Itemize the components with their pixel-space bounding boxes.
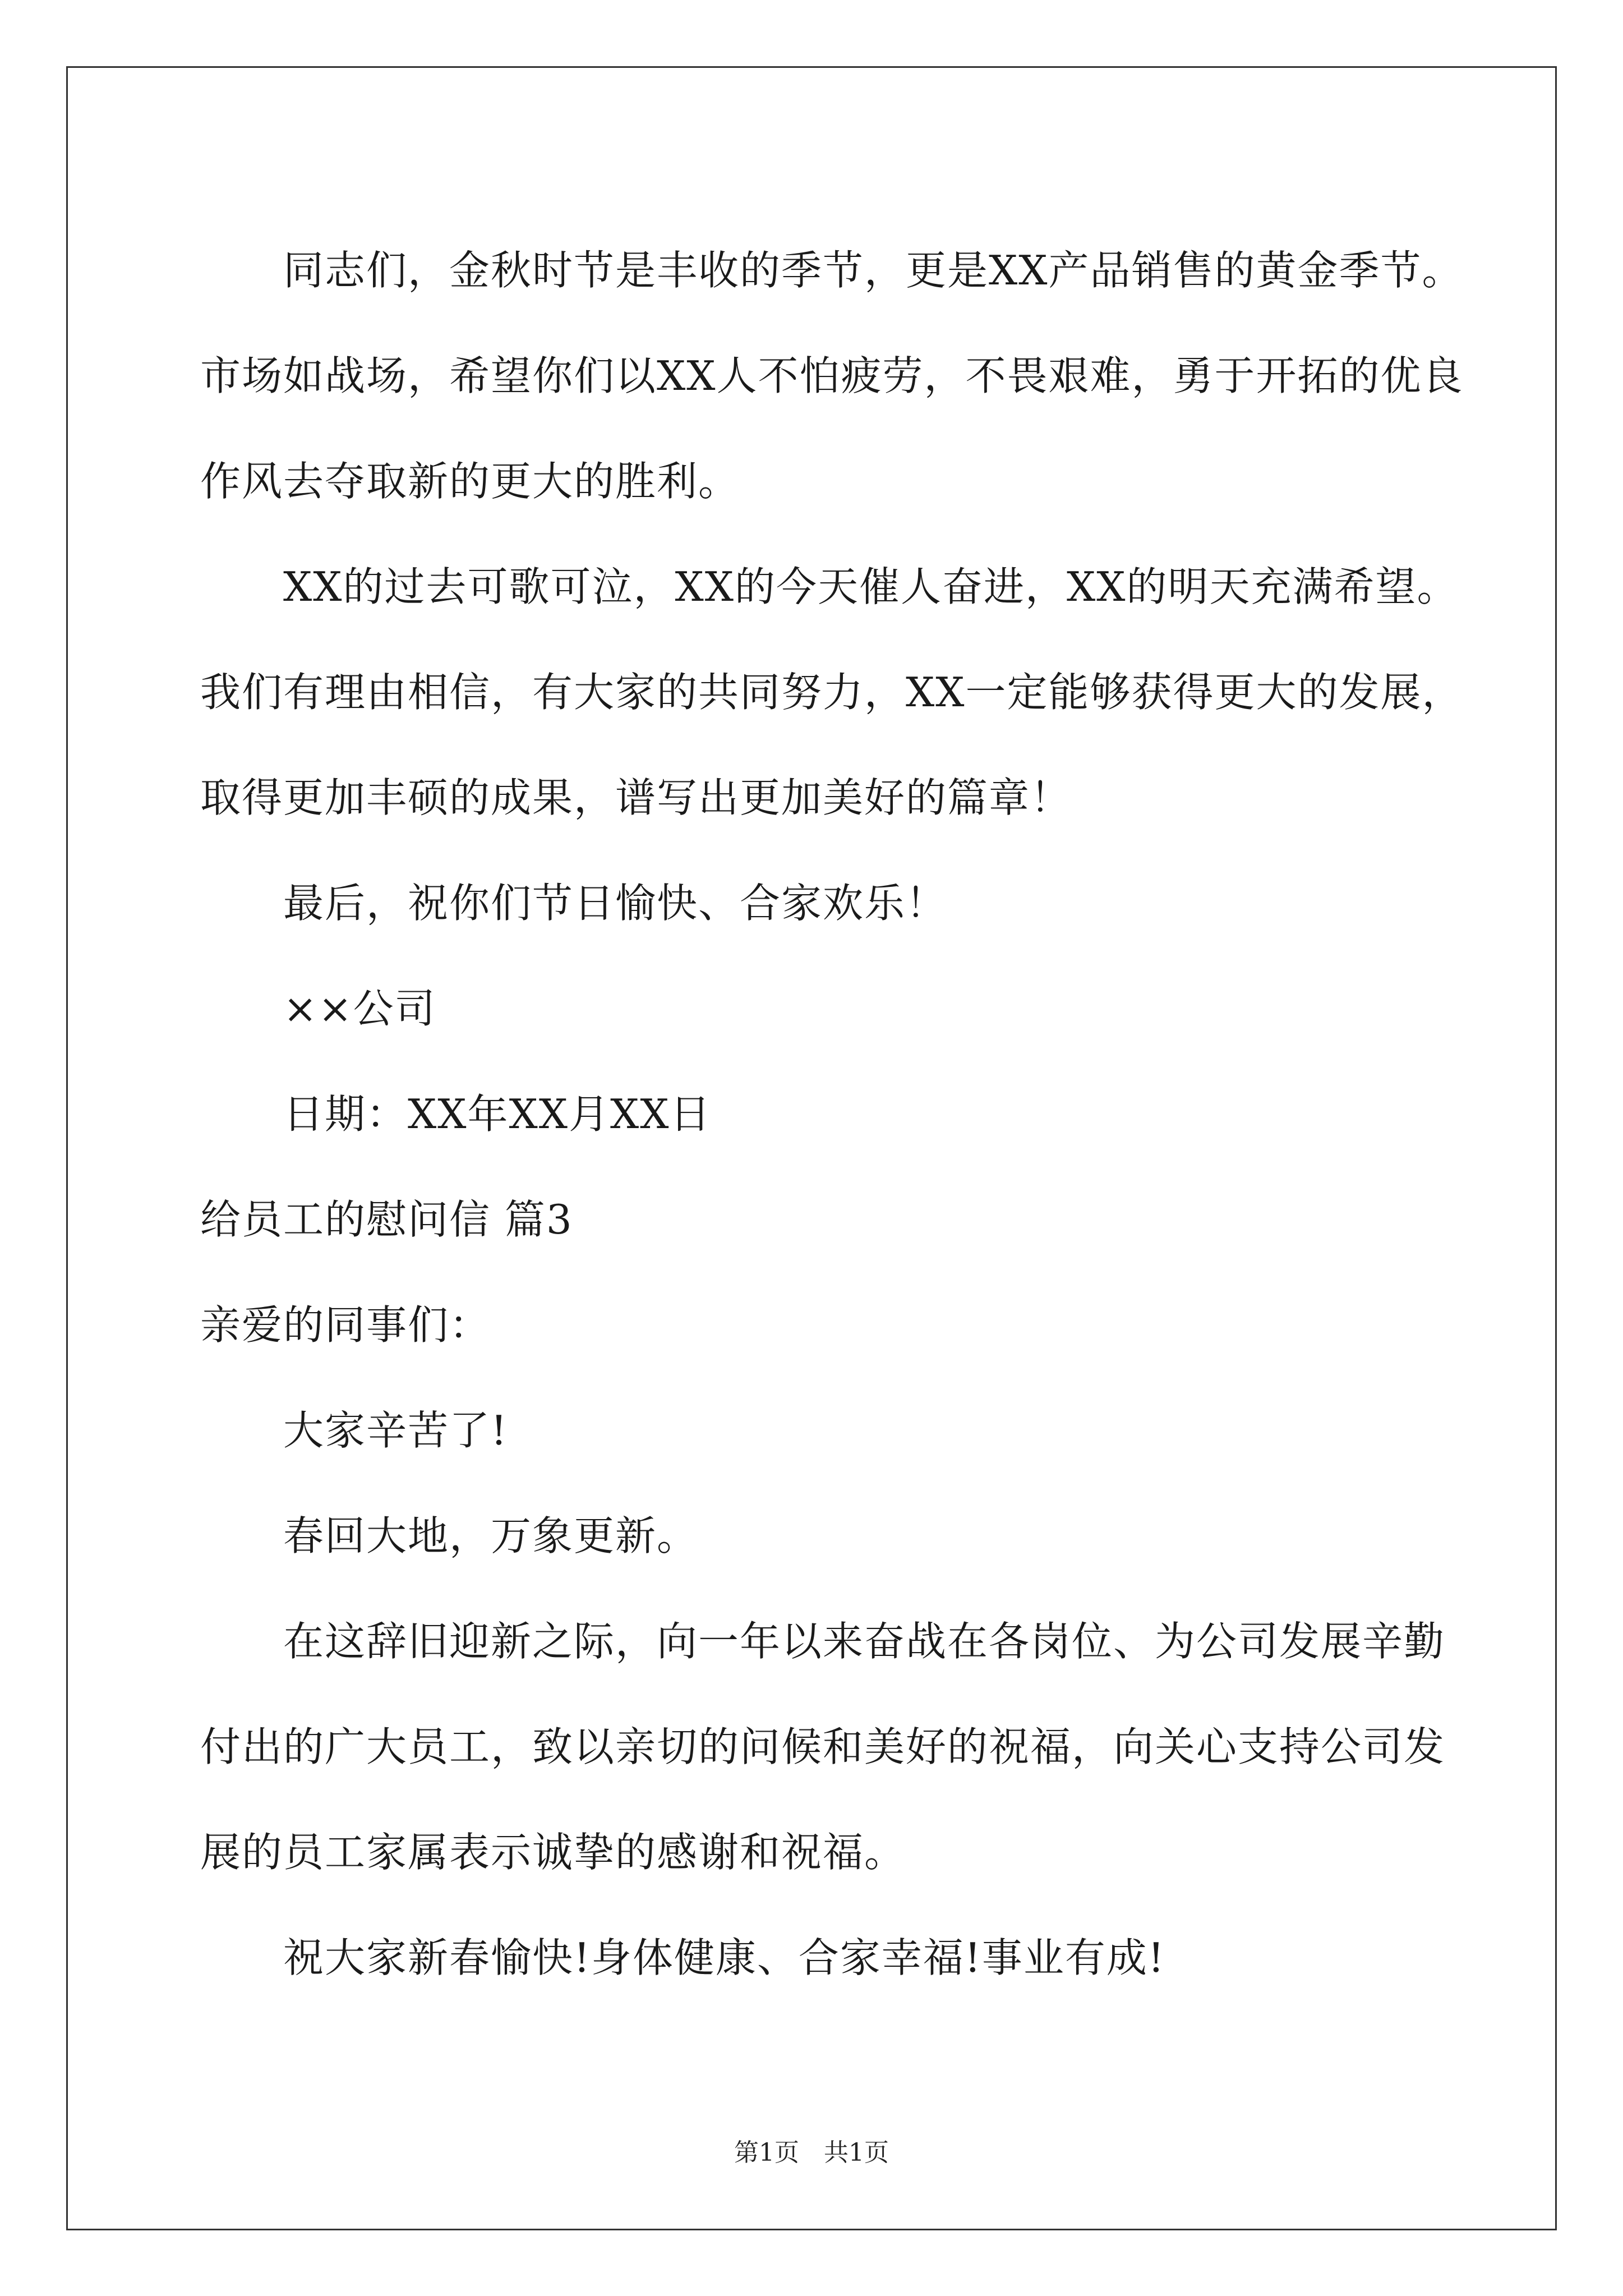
section-title: 给员工的慰问信 篇3	[200, 1196, 573, 1243]
paragraph-line: 春回大地，万象更新。	[283, 1512, 699, 1559]
paragraph-line: 展的员工家属表示诚挚的感谢和祝福。	[200, 1829, 906, 1876]
closing-wish: 最后，祝你们节日愉快、合家欢乐！	[283, 880, 948, 927]
signature-company: ××公司	[283, 985, 436, 1032]
paragraph-line: 作风去夺取新的更大的胜利。	[200, 458, 740, 505]
salutation: 亲爱的同事们：	[200, 1301, 491, 1349]
document-body	[200, 218, 1468, 2010]
paragraph-line: 在这辞旧迎新之际，向一年以来奋战在各岗位、为公司发展辛勤	[283, 1618, 1446, 1665]
paragraph-line: 我们有理由相信，有大家的共同努力，XX一定能够获得更大的发展，	[200, 669, 1464, 716]
paragraph-line: 取得更加丰硕的成果，谱写出更加美好的篇章！	[200, 774, 1072, 821]
paragraph-line: 大家辛苦了!	[283, 1407, 508, 1454]
page-number-footer: 第1页 共1页	[734, 2138, 889, 2167]
signature-date: 日期：XX年XX月XX日	[283, 1091, 712, 1138]
paragraph-line: XX的过去可歌可泣，XX的今天催人奋进，XX的明天充满希望。	[283, 563, 1459, 610]
paragraph-line: 付出的广大员工，致以亲切的问候和美好的祝福，向关心支持公司发	[200, 1723, 1446, 1770]
paragraph-line: 祝大家新春愉快!身体健康、合家幸福!事业有成!	[283, 1934, 1165, 1981]
paragraph-line: 市场如战场，希望你们以XX人不怕疲劳，不畏艰难，勇于开拓的优良	[200, 352, 1464, 399]
paragraph-line: 同志们，金秋时节是丰收的季节，更是XX产品销售的黄金季节。	[283, 247, 1464, 294]
